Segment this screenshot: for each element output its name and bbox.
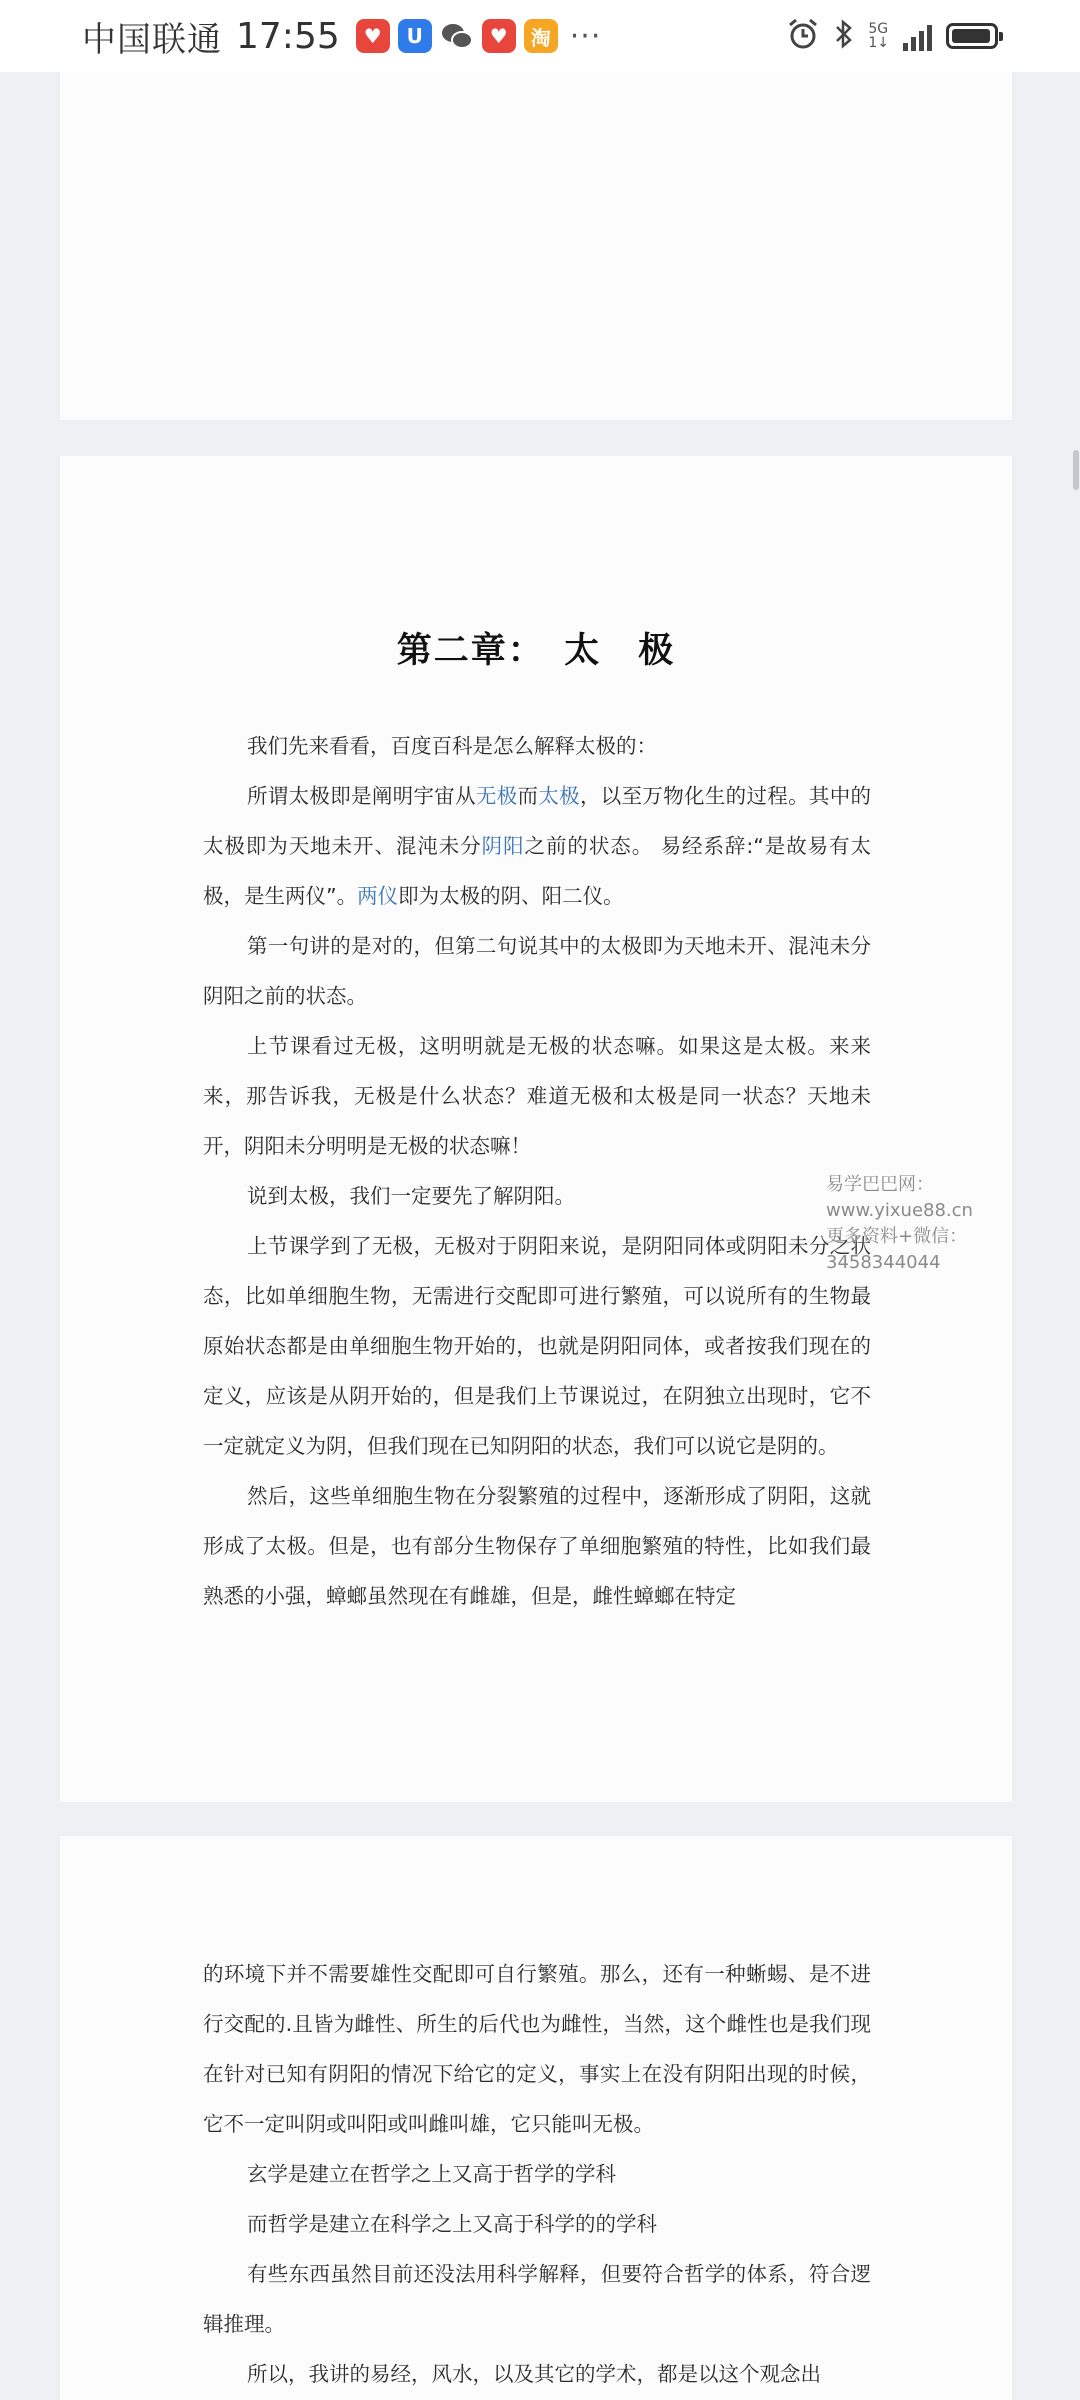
page-3-text xyxy=(203,1949,871,2399)
bluetooth-icon xyxy=(834,18,854,54)
signal-strength-icon xyxy=(903,21,932,51)
paragraph: 有些东西虽然目前还没法用科学解释，但要符合哲学的体系，符合逻辑推理。 xyxy=(203,2262,871,2336)
carrier-name: 中国联通 xyxy=(82,19,222,60)
alarm-icon xyxy=(786,17,820,55)
link-taiji[interactable]: 太极 xyxy=(538,784,580,808)
paragraph: 上节课看过无极，这明明就是无极的状态嘛。如果这是太极。来来来，那告诉我，无极是什么状态？难道无极和太极是同一状态？天地未开，阴阳未分明明是无极的状态嘛！ xyxy=(203,1034,871,1158)
text-run: 即为太极的阴、阳二仪。 xyxy=(398,884,624,908)
paragraph: 说到太极，我们一定要先了解阴阳。 xyxy=(247,1184,575,1208)
link-wuji[interactable]: 无极 xyxy=(475,784,518,808)
paragraph: 所以，我讲的易经，风水，以及其它的学术，都是以这个观念出 xyxy=(247,2362,821,2386)
text-run: 而 xyxy=(517,784,539,808)
link-liangyi[interactable]: 两仪 xyxy=(357,884,399,908)
status-bar-left xyxy=(82,0,601,72)
page-2-text xyxy=(203,721,871,1621)
wechat-icon xyxy=(440,19,474,53)
watermark-line-2: 更多资料+微信：3458344044 xyxy=(826,1226,968,1273)
paragraph: 我们先来看看，百度百科是怎么解释太极的： xyxy=(247,734,657,758)
taobao-icon: 淘 xyxy=(524,19,558,53)
document-page-1 xyxy=(60,72,1012,420)
paragraph: 第一句讲的是对的，但第二句说其中的太极即为天地未开、混沌未分阴阳之前的状态。 xyxy=(203,934,871,1008)
network-type-label xyxy=(868,22,889,50)
text-run: 所谓太极即是阐明宇宙从 xyxy=(247,784,476,808)
paragraph-baike-quote xyxy=(203,771,871,921)
more-notifications-icon: ··· xyxy=(569,18,602,54)
red-app-icon: ♥ xyxy=(356,19,390,53)
paragraph-continued: 的环境下并不需要雄性交配即可自行繁殖。那么，还有一种蜥蜴、是不进行交配的.且皆为雌性、所生的后代也为雌性，当然，这个雌性也是我们现在针对已知有阴阳的情况下给它的定义，事实上在没有阴阳出现的时候，它不一定叫阴或叫阳或叫雌叫雄，它只能叫无极。 xyxy=(203,1962,871,2136)
red-app-icon: ♥ xyxy=(482,19,516,53)
scrollbar-thumb[interactable] xyxy=(1073,450,1079,490)
text-run: 之前的状态。 易经系辞:“是故易有太极，是生两仪”。 xyxy=(203,834,872,908)
watermark xyxy=(826,1172,1076,1276)
chapter-title: 第二章： 太 极 xyxy=(396,631,676,671)
paragraph: 然后，这些单细胞生物在分裂繁殖的过程中，逐渐形成了阴阳，这就形成了太极。但是，也有部分生物保存了单细胞繁殖的特性，比如我们最熟悉的小强，蟑螂虽然现在有雌雄，但是，雌性蟑螂在特定 xyxy=(203,1484,871,1608)
network-activity: 1↓ xyxy=(868,35,889,51)
battery-level-fill xyxy=(952,29,990,43)
document-page-3 xyxy=(60,1836,1012,2400)
document-page-2 xyxy=(60,456,1012,1802)
network-type: 5G xyxy=(868,21,889,37)
watermark-line-1: 易学巴巴网：www.yixue88.cn xyxy=(826,1174,973,1221)
paragraph: 上节课学到了无极，无极对于阴阳来说，是阴阳同体或阴阳未分之状态，比如单细胞生物，无需进行交配即可进行繁殖，可以说所有的生物最原始状态都是由单细胞生物开始的，也就是阴阳同体，或者按我们现在的定义，应该是从阴开始的，但是我们上节课说过，在阴独立出现时，它不一定就定义为阴，但我们现在已知阴阳的状态，我们可以说它是阴的。 xyxy=(203,1234,871,1458)
paragraph: 玄学是建立在哲学之上又高于哲学的学科 xyxy=(247,2162,616,2186)
paragraph: 而哲学是建立在科学之上又高于科学的的学科 xyxy=(247,2212,657,2236)
battery-icon xyxy=(946,23,998,49)
blue-shield-app-icon: U xyxy=(398,19,432,53)
clock: 17:55 xyxy=(236,15,340,57)
link-yinyang[interactable]: 阴阳 xyxy=(481,834,525,858)
status-bar-right xyxy=(786,0,998,72)
text-run: ，以至万物化生的过程。其中的太极即为天地未开、混沌未分 xyxy=(203,784,872,858)
status-bar xyxy=(0,0,1080,72)
